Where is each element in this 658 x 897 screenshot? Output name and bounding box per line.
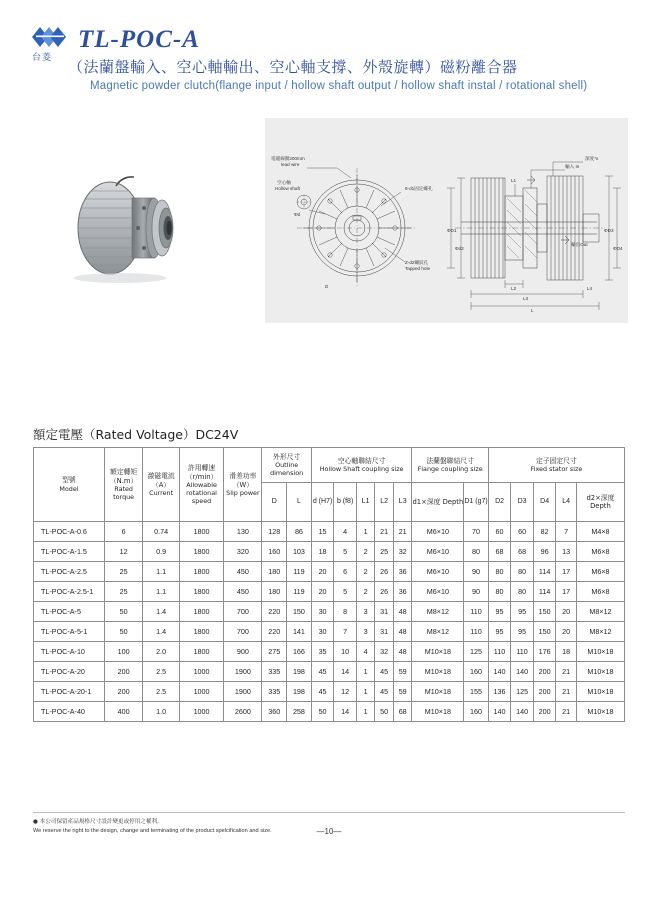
cell-slip: 320 — [224, 542, 262, 562]
footer-divider — [33, 812, 625, 813]
cell-D2: 68 — [488, 542, 511, 562]
table-row — [34, 682, 625, 702]
cell-L: 198 — [287, 662, 312, 682]
cell-D2: 136 — [488, 682, 511, 702]
cell-D2: 80 — [488, 582, 511, 602]
th-outline — [262, 448, 311, 483]
cell-current: 0.74 — [143, 522, 179, 542]
cell-model: TL-POC-A-20-1 — [34, 682, 105, 702]
cell-L4: 20 — [556, 622, 576, 642]
cell-d2: M10×18 — [576, 642, 624, 662]
cell-b: 8 — [334, 602, 356, 622]
cell-L1: 2 — [356, 582, 375, 602]
drawing-label-D: D — [325, 284, 329, 289]
drawing-label-L2: L2 — [511, 286, 517, 291]
th-stator — [488, 448, 624, 483]
cell-torque: 400 — [104, 702, 143, 722]
cell-d2: M10×18 — [576, 702, 624, 722]
cell-d: 30 — [311, 622, 334, 642]
cell-current: 0.9 — [143, 542, 179, 562]
drawing-label-lead-wire-cn: 電磁線圈200mm — [271, 156, 305, 161]
cell-D3: 95 — [511, 622, 534, 642]
cell-D3: 110 — [511, 642, 534, 662]
cell-L1: 1 — [356, 682, 375, 702]
cell-D4: 200 — [533, 702, 556, 722]
cell-d1: M6×10 — [412, 562, 464, 582]
th-sub-D4: D4 — [533, 483, 556, 522]
cell-D1: 110 — [464, 622, 488, 642]
cell-model: TL-POC-A-40 — [34, 702, 105, 722]
th-sub-L4: L4 — [556, 483, 576, 522]
th-sub-D: D — [262, 483, 287, 522]
cell-slip: 900 — [224, 642, 262, 662]
th-model-en: Model — [59, 484, 79, 493]
cell-d: 45 — [311, 662, 334, 682]
cell-d: 20 — [311, 562, 334, 582]
th-flange-cn: 法蘭盤聯結尺寸 — [426, 456, 474, 465]
cell-L1: 1 — [356, 522, 375, 542]
table-row — [34, 702, 625, 722]
cell-L: 166 — [287, 642, 312, 662]
cell-L3: 32 — [393, 542, 412, 562]
cell-d2: M10×18 — [576, 682, 624, 702]
drawing-label-lead-wire-en: lead wire — [281, 162, 300, 167]
drawing-label-d2: Φd2 — [455, 246, 464, 251]
spec-table — [33, 447, 625, 722]
drawing-label-tapped-hole-en: Tapped hole — [405, 266, 431, 271]
technical-drawing — [265, 118, 628, 323]
cell-current: 1.4 — [143, 622, 179, 642]
cell-slip: 1900 — [224, 662, 262, 682]
cell-speed: 1000 — [179, 702, 223, 722]
drawing-label-hollow-shaft-cn: 空心軸 — [277, 180, 291, 185]
th-outline-cn: 外形尺寸 — [273, 452, 301, 461]
cell-slip: 700 — [224, 602, 262, 622]
th-current — [143, 448, 179, 522]
cell-torque: 50 — [104, 602, 143, 622]
th-current-en: Current — [149, 488, 174, 497]
cell-d2: M8×12 — [576, 622, 624, 642]
cell-L4: 20 — [556, 602, 576, 622]
cell-D: 220 — [262, 622, 287, 642]
cell-speed: 1800 — [179, 562, 223, 582]
cell-L1: 3 — [356, 602, 375, 622]
cell-D: 160 — [262, 542, 287, 562]
cell-current: 1.4 — [143, 602, 179, 622]
cell-D: 335 — [262, 662, 287, 682]
cell-torque: 6 — [104, 522, 143, 542]
cell-D4: 150 — [533, 602, 556, 622]
cell-d: 15 — [311, 522, 334, 542]
cell-slip: 700 — [224, 622, 262, 642]
th-stator-cn: 定子固定尺寸 — [535, 456, 577, 465]
cell-L3: 59 — [393, 662, 412, 682]
cell-L: 258 — [287, 702, 312, 722]
cell-L2: 21 — [375, 522, 394, 542]
cell-d1: M6×10 — [412, 582, 464, 602]
table-row — [34, 642, 625, 662]
cell-d2: M4×8 — [576, 522, 624, 542]
cell-model: TL-POC-A-1.5 — [34, 542, 105, 562]
cell-b: 5 — [334, 582, 356, 602]
table-row — [34, 582, 625, 602]
cell-speed: 1800 — [179, 622, 223, 642]
spec-table-body — [34, 522, 625, 722]
cell-L4: 21 — [556, 662, 576, 682]
th-model — [34, 448, 105, 522]
cell-L1: 4 — [356, 642, 375, 662]
drawing-label-D4: ΦD4 — [613, 246, 623, 251]
cell-b: 6 — [334, 562, 356, 582]
th-slip-unit: （W） — [232, 480, 254, 489]
cell-D4: 200 — [533, 682, 556, 702]
product-subtitle-cn: （法蘭盤輸入、空心軸輸出、空心軸支撐、外殼旋轉）磁粉離合器 — [68, 58, 518, 76]
cell-torque: 25 — [104, 562, 143, 582]
cell-d: 30 — [311, 602, 334, 622]
cell-L3: 21 — [393, 522, 412, 542]
cell-D4: 114 — [533, 582, 556, 602]
th-speed-unit: （r/min） — [185, 472, 218, 481]
cell-d: 20 — [311, 582, 334, 602]
cell-L2: 31 — [375, 622, 394, 642]
cell-D4: 176 — [533, 642, 556, 662]
drawing-label-D1: ΦD1 — [447, 228, 457, 233]
cell-torque: 100 — [104, 642, 143, 662]
cell-slip: 450 — [224, 582, 262, 602]
cell-torque: 200 — [104, 662, 143, 682]
cell-speed: 1800 — [179, 542, 223, 562]
th-sub-d2: d2×深度 Depth — [576, 483, 624, 522]
th-sub-d1: d1×深度 Depth — [412, 483, 464, 522]
cell-D: 128 — [262, 522, 287, 542]
cell-d1: M10×18 — [412, 702, 464, 722]
cell-L: 198 — [287, 682, 312, 702]
cell-speed: 1800 — [179, 522, 223, 542]
cell-L4: 17 — [556, 562, 576, 582]
cell-slip: 1900 — [224, 682, 262, 702]
cell-L: 141 — [287, 622, 312, 642]
th-sub-L3: L3 — [393, 483, 412, 522]
cell-L: 86 — [287, 522, 312, 542]
cell-slip: 450 — [224, 562, 262, 582]
cell-d2: M10×18 — [576, 662, 624, 682]
cell-slip: 130 — [224, 522, 262, 542]
cell-speed: 1800 — [179, 642, 223, 662]
footer-note-en: We reserve the right to the design, change and terminating of the product spelcification and size. — [33, 828, 272, 834]
cell-D4: 96 — [533, 542, 556, 562]
cell-D: 220 — [262, 602, 287, 622]
th-flange — [412, 448, 488, 483]
cell-D: 275 — [262, 642, 287, 662]
cell-model: TL-POC-A-0.6 — [34, 522, 105, 542]
th-current-unit: （A） — [151, 480, 171, 489]
cell-current: 2.5 — [143, 662, 179, 682]
cell-L3: 59 — [393, 682, 412, 702]
cell-d: 35 — [311, 642, 334, 662]
cell-L4: 18 — [556, 642, 576, 662]
cell-L3: 36 — [393, 562, 412, 582]
th-slip-cn: 滑差功率 — [229, 472, 257, 481]
cell-d: 45 — [311, 682, 334, 702]
cell-D: 335 — [262, 682, 287, 702]
cell-model: TL-POC-A-5 — [34, 602, 105, 622]
cell-L4: 13 — [556, 542, 576, 562]
cell-D3: 140 — [511, 702, 534, 722]
drawing-label-output: 輸出Out — [571, 242, 588, 247]
cell-L1: 2 — [356, 542, 375, 562]
cell-D: 360 — [262, 702, 287, 722]
cell-L: 103 — [287, 542, 312, 562]
cell-D1: 160 — [464, 702, 488, 722]
drawing-label-L1: L1 — [511, 178, 517, 183]
cell-D1: 110 — [464, 602, 488, 622]
page-header — [0, 0, 658, 105]
cell-D3: 68 — [511, 542, 534, 562]
cell-D2: 80 — [488, 562, 511, 582]
th-speed-en: Allowable rotational speed — [186, 480, 217, 505]
th-torque-cn: 額定轉矩 — [110, 468, 138, 477]
cell-b: 4 — [334, 522, 356, 542]
cell-d2: M8×12 — [576, 602, 624, 622]
table-row — [34, 622, 625, 642]
brand-logo — [30, 24, 72, 64]
th-hollow — [311, 448, 412, 483]
th-hollow-en: Hollow Shaft coupling size — [319, 465, 404, 474]
drawing-label-D3: ΦD3 — [604, 228, 614, 233]
brand-name-cn: 台菱 — [32, 53, 53, 63]
cell-b: 5 — [334, 542, 356, 562]
cell-L3: 68 — [393, 702, 412, 722]
cell-L3: 48 — [393, 602, 412, 622]
cell-L: 150 — [287, 602, 312, 622]
cell-D1: 155 — [464, 682, 488, 702]
cell-current: 2.0 — [143, 642, 179, 662]
cell-L3: 48 — [393, 622, 412, 642]
cell-model: TL-POC-A-2.5-1 — [34, 582, 105, 602]
cell-D2: 140 — [488, 702, 511, 722]
th-torque-en: Rated torque — [113, 484, 135, 501]
drawing-label-input: 輸入 In — [565, 164, 580, 169]
cell-L1: 1 — [356, 662, 375, 682]
cell-speed: 1000 — [179, 682, 223, 702]
cell-L: 119 — [287, 582, 312, 602]
cell-speed: 1800 — [179, 602, 223, 622]
cell-D3: 80 — [511, 582, 534, 602]
drawing-label-L: L — [531, 308, 534, 313]
cell-D4: 200 — [533, 662, 556, 682]
table-row — [34, 602, 625, 622]
cell-speed: 1000 — [179, 662, 223, 682]
cell-D3: 80 — [511, 562, 534, 582]
cell-d: 18 — [311, 542, 334, 562]
th-sub-L: L — [287, 483, 312, 522]
cell-torque: 25 — [104, 582, 143, 602]
cell-D2: 140 — [488, 662, 511, 682]
cell-L1: 2 — [356, 562, 375, 582]
cell-speed: 1800 — [179, 582, 223, 602]
cell-D1: 160 — [464, 662, 488, 682]
cell-d1: M10×18 — [412, 662, 464, 682]
page-number: —10— — [316, 827, 342, 836]
cell-b: 10 — [334, 642, 356, 662]
drawing-svg — [265, 118, 628, 323]
drawing-label-depth: 深度*x — [585, 156, 599, 161]
drawing-label-d1: Φd — [294, 212, 301, 217]
cell-current: 2.5 — [143, 682, 179, 702]
th-sub-D1: D1 (g7) — [464, 483, 488, 522]
cell-L4: 7 — [556, 522, 576, 542]
cell-D2: 95 — [488, 622, 511, 642]
th-hollow-cn: 空心軸聯結尺寸 — [337, 456, 386, 465]
cell-D3: 125 — [511, 682, 534, 702]
cell-D1: 90 — [464, 582, 488, 602]
th-sub-D2: D2 — [488, 483, 511, 522]
th-model-cn: 型號 — [62, 476, 76, 485]
cell-L4: 21 — [556, 682, 576, 702]
th-sub-D3: D3 — [511, 483, 534, 522]
th-outline-en: Outline dimension — [270, 461, 304, 478]
cell-current: 1.1 — [143, 582, 179, 602]
cell-L2: 45 — [375, 682, 394, 702]
drawing-label-tapped-hole-cn: Z-d2螺紋孔 — [405, 260, 429, 265]
th-flange-en: Flange coupling size — [417, 465, 483, 474]
cell-torque: 50 — [104, 622, 143, 642]
rated-voltage-label: 額定電壓（Rated Voltage）DC24V — [33, 427, 239, 442]
cell-L1: 1 — [356, 702, 375, 722]
table-row — [34, 522, 625, 542]
cell-model: TL-POC-A-2.5 — [34, 562, 105, 582]
cell-L2: 26 — [375, 562, 394, 582]
cell-D1: 125 — [464, 642, 488, 662]
cell-D3: 95 — [511, 602, 534, 622]
cell-d1: M8×12 — [412, 602, 464, 622]
cell-D2: 60 — [488, 522, 511, 542]
cell-b: 14 — [334, 702, 356, 722]
product-title: TL-POC-A — [78, 26, 200, 53]
drawing-label-L3: L3 — [523, 296, 529, 301]
cell-D2: 95 — [488, 602, 511, 622]
cell-L3: 36 — [393, 582, 412, 602]
table-row — [34, 542, 625, 562]
th-speed — [179, 448, 223, 522]
cell-D: 180 — [262, 582, 287, 602]
th-torque — [104, 448, 143, 522]
cell-d1: M8×12 — [412, 622, 464, 642]
cell-d1: M6×10 — [412, 542, 464, 562]
cell-D1: 70 — [464, 522, 488, 542]
th-sub-L1: L1 — [356, 483, 375, 522]
cell-b: 14 — [334, 662, 356, 682]
cell-D4: 82 — [533, 522, 556, 542]
cell-d2: M6×8 — [576, 542, 624, 562]
cell-D4: 150 — [533, 622, 556, 642]
cell-L: 119 — [287, 562, 312, 582]
cell-torque: 200 — [104, 682, 143, 702]
cell-L4: 21 — [556, 702, 576, 722]
cell-D4: 114 — [533, 562, 556, 582]
drawing-label-hollow-shaft-en: Hollow shaft — [275, 186, 301, 191]
cell-L2: 45 — [375, 662, 394, 682]
cell-L2: 50 — [375, 702, 394, 722]
cell-L2: 26 — [375, 582, 394, 602]
th-current-cn: 激磁電流 — [147, 472, 175, 481]
th-sub-b: b (f8) — [334, 483, 356, 522]
cell-L1: 3 — [356, 622, 375, 642]
cell-slip: 2600 — [224, 702, 262, 722]
cell-d2: M6×8 — [576, 562, 624, 582]
cell-D: 180 — [262, 562, 287, 582]
cell-L2: 31 — [375, 602, 394, 622]
cell-d1: M6×10 — [412, 522, 464, 542]
cell-b: 7 — [334, 622, 356, 642]
cell-model: TL-POC-A-5-1 — [34, 622, 105, 642]
cell-L3: 48 — [393, 642, 412, 662]
cell-D2: 110 — [488, 642, 511, 662]
cell-b: 12 — [334, 682, 356, 702]
cell-torque: 12 — [104, 542, 143, 562]
product-photo — [58, 168, 218, 288]
cell-current: 1.0 — [143, 702, 179, 722]
cell-D3: 140 — [511, 662, 534, 682]
cell-L4: 17 — [556, 582, 576, 602]
cell-D3: 60 — [511, 522, 534, 542]
cell-D1: 90 — [464, 562, 488, 582]
th-sub-d: d (H7) — [311, 483, 334, 522]
cell-L2: 32 — [375, 642, 394, 662]
cell-model: TL-POC-A-10 — [34, 642, 105, 662]
cell-d: 50 — [311, 702, 334, 722]
th-slip — [224, 448, 262, 522]
table-row — [34, 662, 625, 682]
th-torque-unit: （N.m） — [109, 476, 138, 485]
cell-D1: 80 — [464, 542, 488, 562]
th-stator-en: Fixed stator size — [530, 465, 583, 474]
drawing-label-L4: L4 — [587, 286, 593, 291]
cell-model: TL-POC-A-20 — [34, 662, 105, 682]
cell-L2: 25 — [375, 542, 394, 562]
table-row — [34, 562, 625, 582]
footer-note-cn: ● 本公司保留產品規格尺寸設計變更或停用之權利。 — [33, 819, 163, 825]
cell-current: 1.1 — [143, 562, 179, 582]
cell-d2: M6×8 — [576, 582, 624, 602]
logo-icon — [30, 24, 70, 50]
drawing-label-fix-hole: 6-d1固定螺孔 — [405, 186, 433, 191]
th-slip-en: Slip power — [226, 488, 260, 497]
th-speed-cn: 許用轉速 — [187, 464, 216, 473]
product-subtitle-en: Magnetic powder clutch(flange input / hollow shaft output / hollow shaft instal / rotational shell) — [90, 80, 588, 92]
cell-d1: M10×18 — [412, 682, 464, 702]
th-sub-L2: L2 — [375, 483, 394, 522]
cell-d1: M10×18 — [412, 642, 464, 662]
